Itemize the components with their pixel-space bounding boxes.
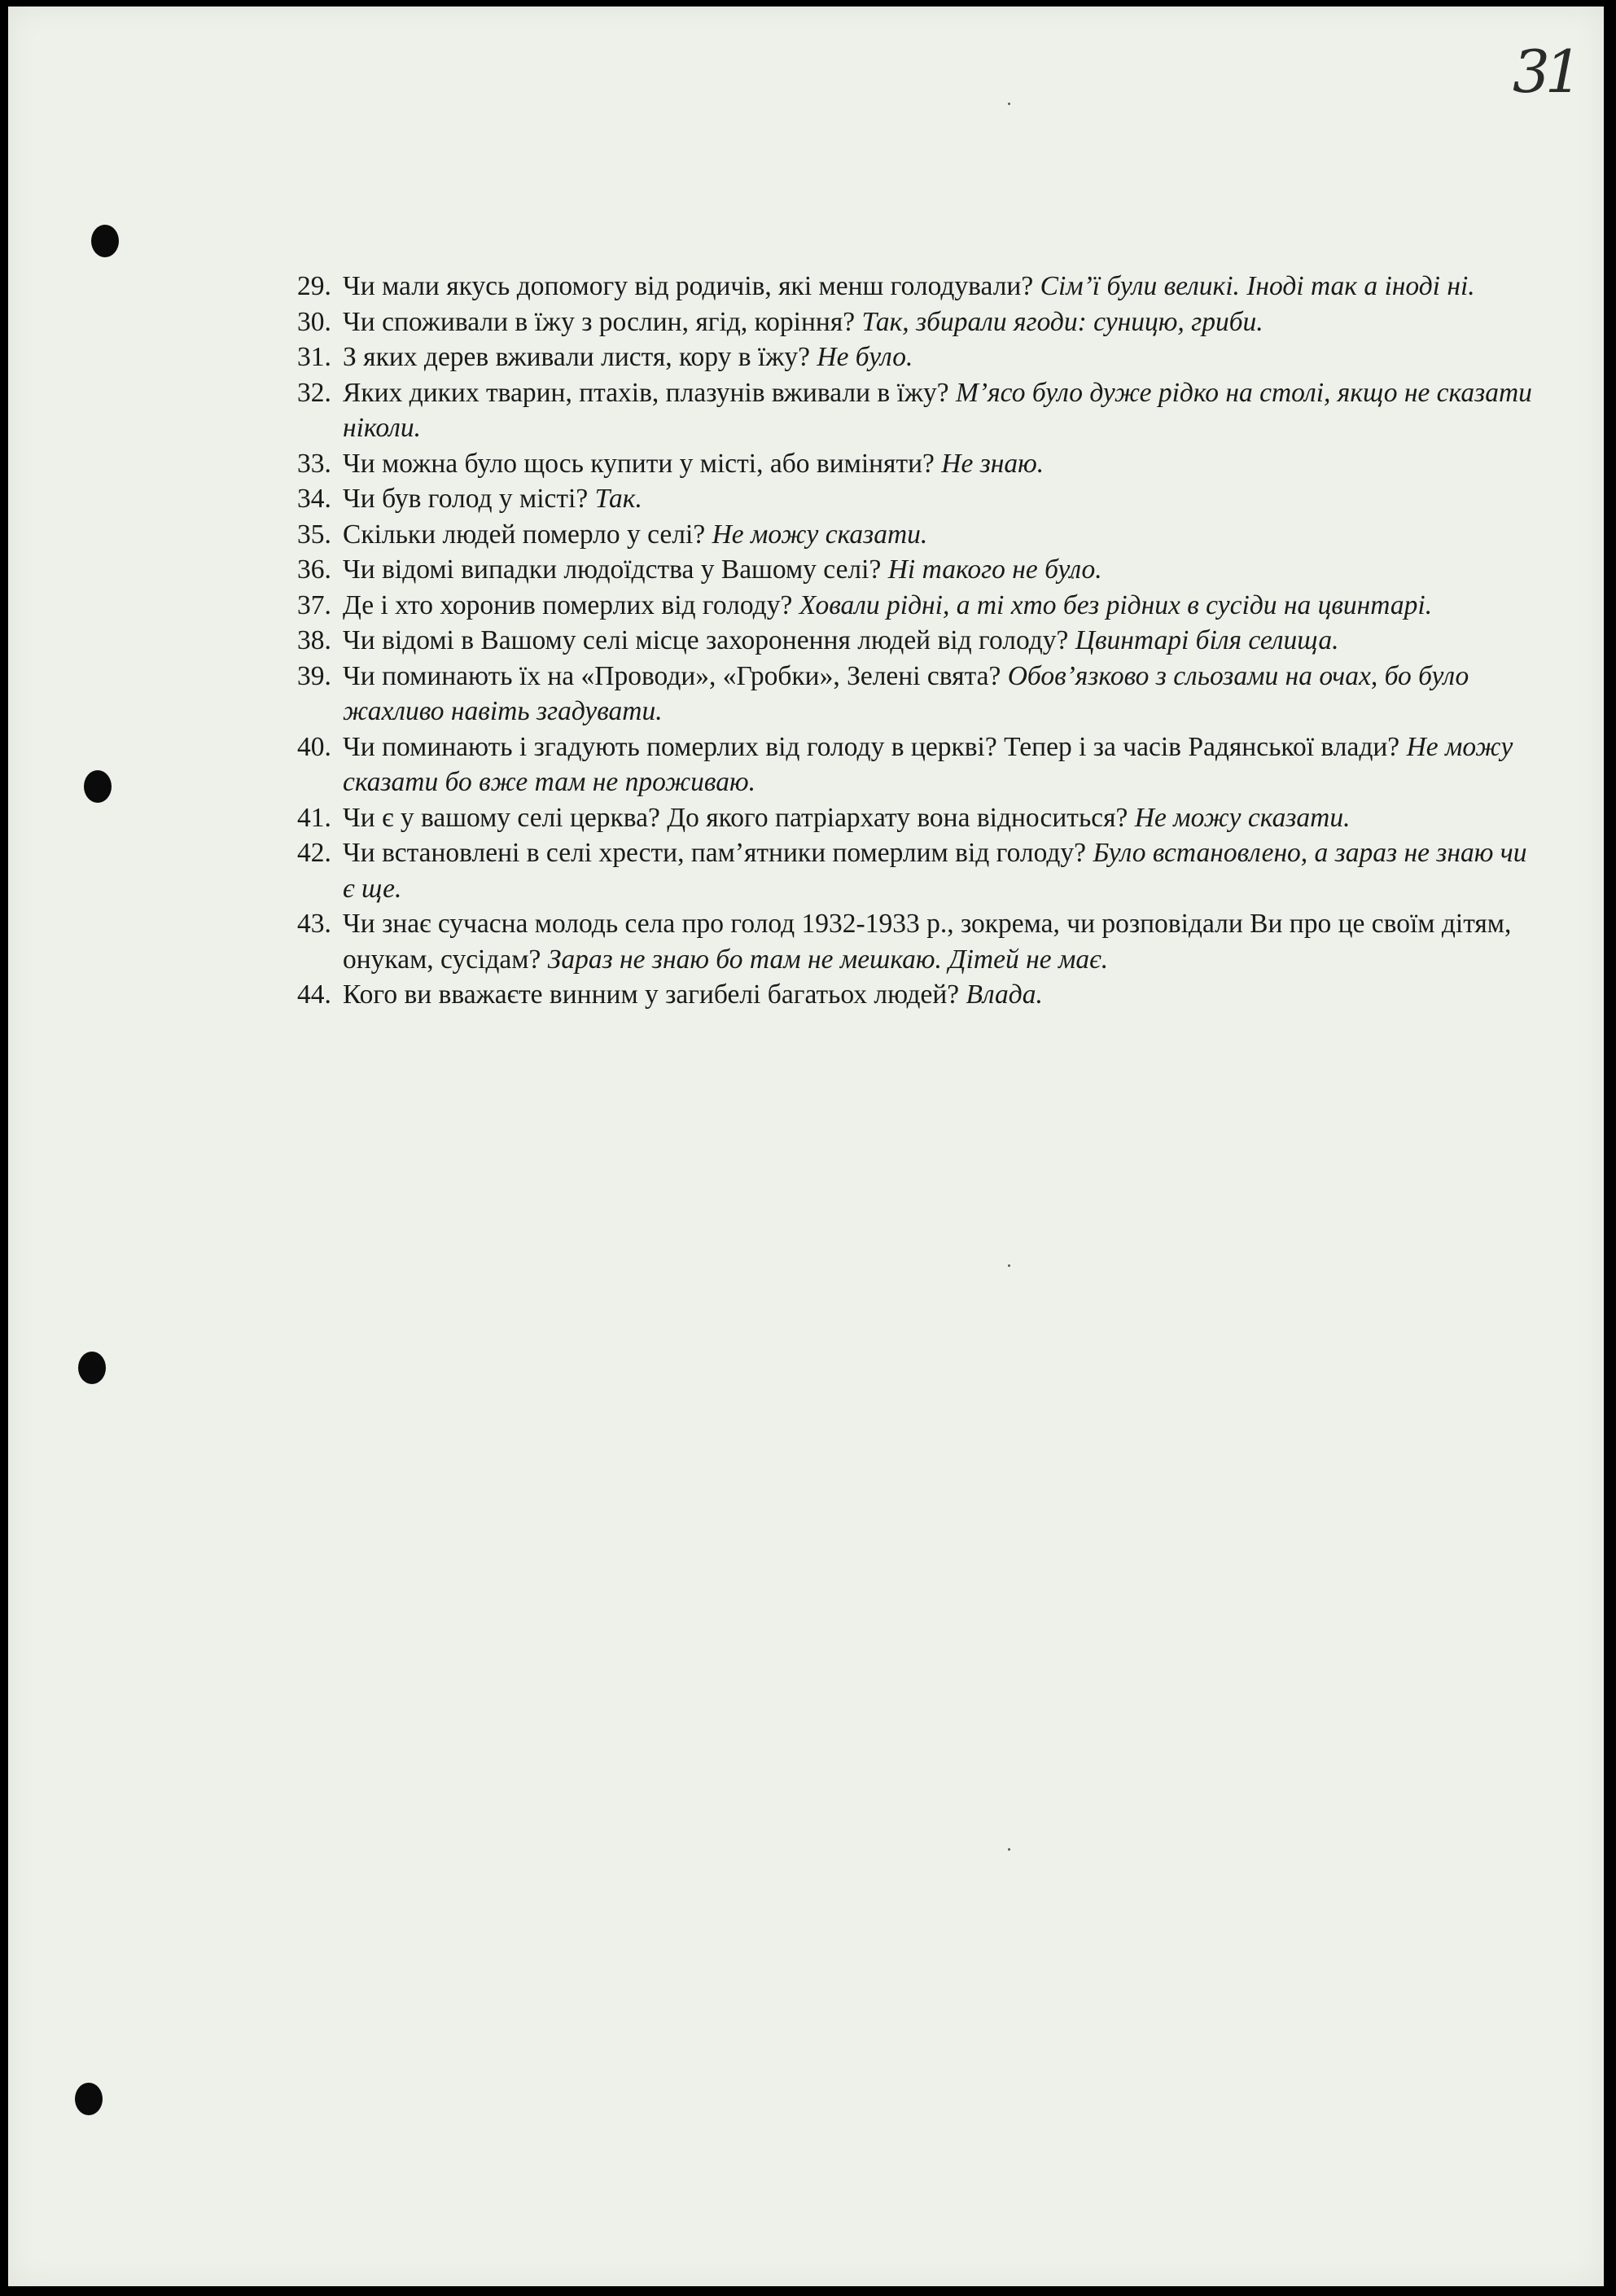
questionnaire-item: [297, 623, 1535, 659]
answer-text: Не можу сказати бо вже там не проживаю.: [343, 731, 1513, 797]
answer-text: М’ясо було дуже рідко на столі, якщо не сказати ніколи.: [343, 377, 1532, 443]
question-text: Чи споживали в їжу з рослин, ягід, коріння?: [343, 306, 862, 337]
question-text: З яких дерев вживали листя, кору в їжу?: [343, 342, 817, 372]
question-text: Яких диких тварин, птахів, плазунів вживали в їжу?: [343, 377, 957, 408]
question-text: Де і хто хоронив померлих від голоду?: [343, 589, 799, 620]
answer-text: Сім’ї були великі. Іноді так а іноді ні.: [1040, 271, 1475, 301]
question-text: Чи поминають і згадують померлих від голоду в церкві? Тепер і за часів Радянської влади?: [343, 731, 1407, 762]
question-text: Чи знає сучасна молодь села про голод 1932-1933 р., зокрема, чи розповідали Ви про це своїм дітям, онукам, сусідам?: [343, 909, 1512, 975]
punch-hole-icon: [91, 225, 119, 257]
questionnaire-item: [297, 552, 1535, 588]
question-text: Чи встановлені в селі хрести, пам’ятники померлим від голоду?: [343, 838, 1093, 868]
question-text: Чи відомі випадки людоїдства у Вашому селі?: [343, 554, 888, 585]
questionnaire-list: [297, 269, 1535, 1013]
questionnaire-item: [297, 375, 1535, 446]
item-number: 35.: [297, 519, 331, 550]
question-text: Чи є у вашому селі церква? До якого патріархату вона відноситься?: [343, 802, 1135, 833]
paper-speck: [1008, 1848, 1010, 1851]
item-number: 34.: [297, 484, 331, 514]
item-number: 38.: [297, 625, 331, 655]
answer-text: Ні такого не було.: [887, 554, 1102, 585]
answer-text: Було встановлено, а зараз не знаю чи є ще.: [343, 838, 1527, 904]
questionnaire-item: [297, 588, 1535, 624]
questionnaire-item: [297, 340, 1535, 375]
questionnaire-item: [297, 835, 1535, 906]
item-number: 43.: [297, 909, 331, 939]
punch-hole-icon: [75, 2083, 103, 2115]
item-number: 29.: [297, 271, 331, 301]
item-number: 36.: [297, 554, 331, 585]
answer-text: Влада.: [966, 979, 1043, 1010]
item-number: 37.: [297, 589, 331, 620]
item-number: 31.: [297, 342, 331, 372]
questionnaire-item: [297, 305, 1535, 340]
item-number: 32.: [297, 377, 331, 408]
question-text: Чи відомі в Вашому селі місце захоронення людей від голоду?: [343, 625, 1075, 655]
item-number: 40.: [297, 731, 331, 762]
paper-speck: [1008, 103, 1010, 105]
item-number: 33.: [297, 448, 331, 479]
question-text: Чи можна було щось купити у місті, або виміняти?: [343, 448, 942, 479]
answer-text: Не можу сказати.: [712, 519, 928, 550]
punch-hole-icon: [84, 770, 112, 803]
question-text: Чи був голод у місті?: [343, 484, 595, 514]
questionnaire-item: [297, 517, 1535, 553]
item-number: 41.: [297, 802, 331, 833]
questionnaire-item: [297, 659, 1535, 730]
item-number: 44.: [297, 979, 331, 1010]
item-number: 42.: [297, 838, 331, 868]
answer-text: Зараз не знаю бо там не мешкаю. Дітей не має.: [547, 944, 1109, 975]
question-text: Кого ви вважаєте винним у загибелі багатьох людей?: [343, 979, 966, 1010]
answer-text: Не знаю.: [941, 448, 1044, 479]
questionnaire-item: [297, 269, 1535, 305]
questionnaire-item: [297, 906, 1535, 977]
questionnaire-item: [297, 977, 1535, 1013]
answer-text: Цвинтарі біля селища.: [1075, 625, 1339, 655]
item-number: 30.: [297, 306, 331, 337]
questionnaire-item: [297, 800, 1535, 836]
answer-text: Обов’язково з сльозами на очах, бо було жахливо навіть згадувати.: [343, 660, 1469, 726]
questionnaire-item: [297, 730, 1535, 800]
paper-speck: [1008, 1264, 1010, 1267]
questionnaire-item: [297, 446, 1535, 482]
document-page: [8, 7, 1604, 2286]
answer-text: Так.: [594, 484, 642, 514]
questionnaire-item: [297, 481, 1535, 517]
page-number: 31: [1513, 37, 1578, 106]
punch-hole-icon: [78, 1352, 106, 1384]
question-text: Чи мали якусь допомогу від родичів, які менш голодували?: [343, 271, 1040, 301]
answer-text: Не було.: [817, 342, 913, 372]
answer-text: Не можу сказати.: [1134, 802, 1351, 833]
answer-text: Ховали рідні, а ті хто без рідних в сусіди на цвинтарі.: [799, 589, 1433, 620]
item-number: 39.: [297, 660, 331, 691]
question-text: Чи поминають їх на «Проводи», «Гробки», Зелені свята?: [343, 660, 1008, 691]
answer-text: Так, збирали ягоди: суницю, гриби.: [861, 306, 1263, 337]
question-text: Скільки людей померло у селі?: [343, 519, 712, 550]
